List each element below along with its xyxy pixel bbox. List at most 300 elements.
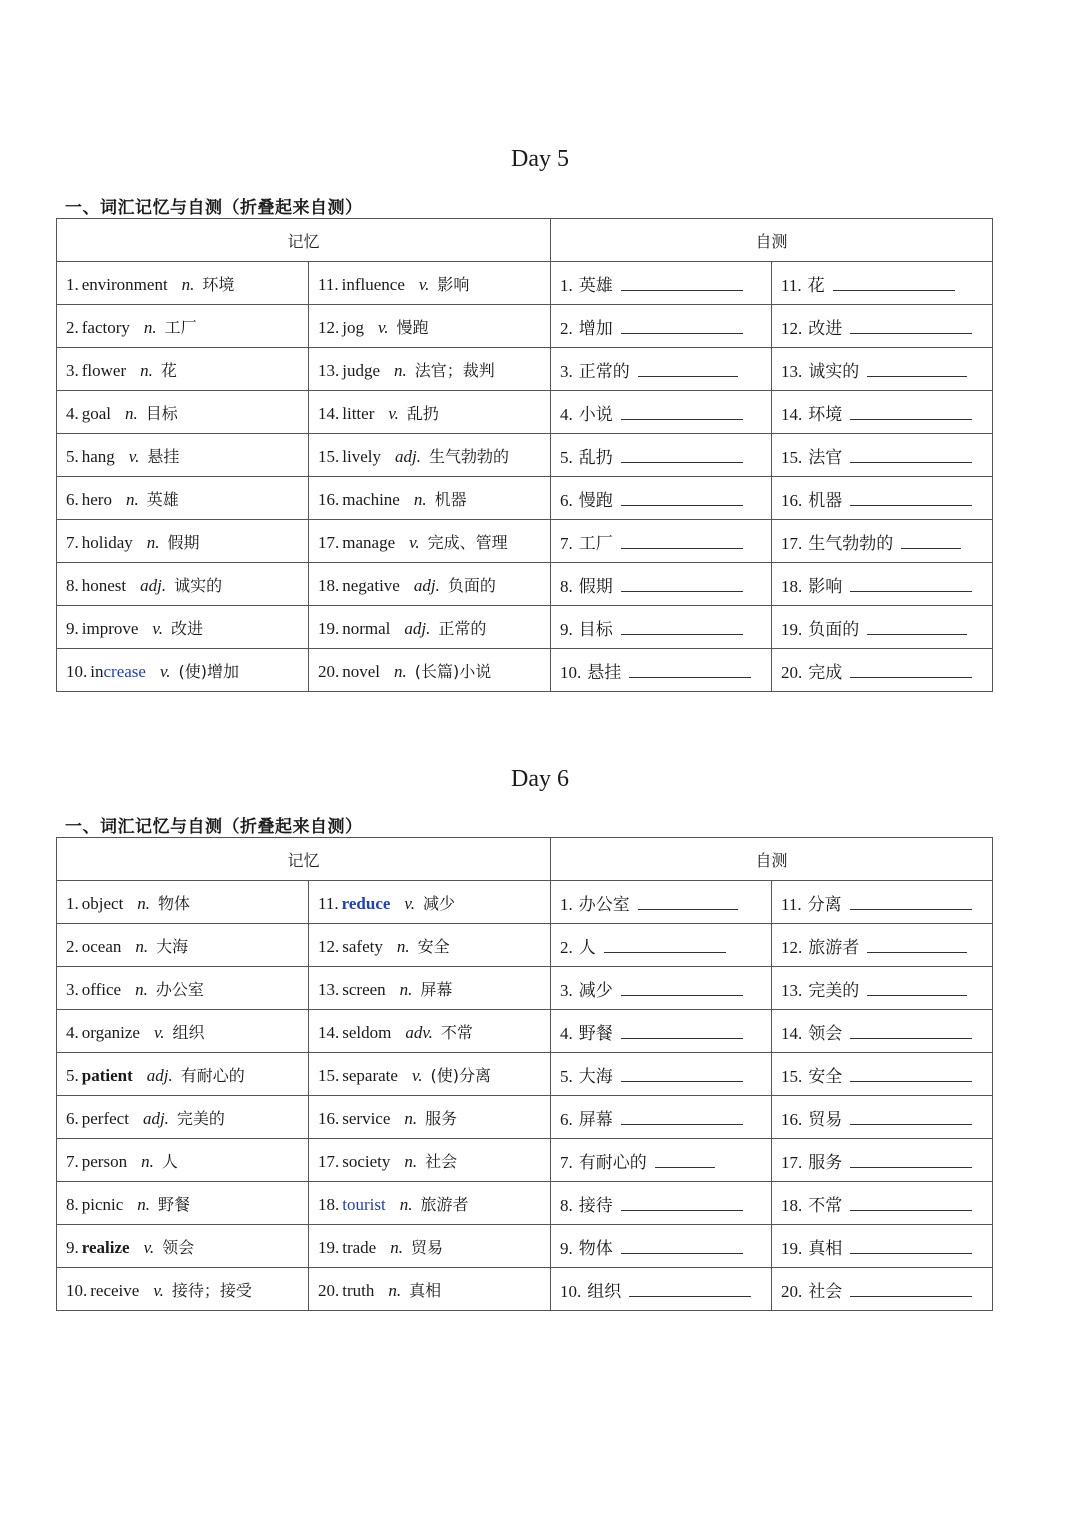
- answer-blank[interactable]: [621, 1067, 743, 1082]
- memory-cell: [309, 649, 551, 692]
- question-text: 贸易: [808, 1109, 843, 1130]
- memory-cell: [309, 1053, 551, 1096]
- answer-blank[interactable]: [621, 534, 743, 549]
- self-test-cell: [551, 1182, 772, 1225]
- answer-blank[interactable]: [850, 1110, 972, 1125]
- answer-blank[interactable]: [850, 1067, 972, 1082]
- memory-cell: [309, 606, 551, 649]
- chinese-meaning: 生气勃勃的: [428, 446, 509, 466]
- answer-blank[interactable]: [621, 276, 743, 291]
- question-text: 假期: [578, 576, 613, 597]
- question-text: 正常的: [578, 361, 630, 382]
- answer-blank[interactable]: [638, 895, 738, 910]
- answer-blank[interactable]: [850, 577, 972, 592]
- answer-blank[interactable]: [638, 362, 738, 377]
- memory-cell: [57, 477, 309, 520]
- chinese-meaning: 旅游者: [420, 1194, 469, 1214]
- memory-cell: [57, 606, 309, 649]
- question-text: 人: [578, 937, 596, 958]
- item-number: 7.: [66, 1151, 79, 1171]
- part-of-speech: n.: [146, 532, 160, 552]
- memory-cell: [57, 1096, 309, 1139]
- question-number: 10.: [560, 662, 582, 682]
- self-test-cell: [551, 1268, 772, 1311]
- item-number: 11.: [318, 274, 339, 294]
- word-prefix: in: [90, 661, 104, 681]
- self-test-cell: [772, 606, 993, 649]
- answer-blank[interactable]: [850, 1024, 972, 1039]
- self-test-cell: [772, 881, 993, 924]
- question-number: 2.: [560, 318, 573, 338]
- question-text: 社会: [808, 1281, 843, 1302]
- item-number: 18.: [318, 1194, 340, 1214]
- part-of-speech: v.: [159, 661, 171, 681]
- question-text: 环境: [808, 404, 843, 425]
- day-title: Day 6: [511, 766, 569, 792]
- answer-blank[interactable]: [621, 491, 743, 506]
- self-test-cell: [551, 1010, 772, 1053]
- self-test-cell: [551, 563, 772, 606]
- table-row: [57, 881, 993, 924]
- self-test-cell: [551, 924, 772, 967]
- part-of-speech: n.: [396, 936, 410, 956]
- section-title: 一、词汇记忆与自测（折叠起来自测）: [65, 817, 363, 837]
- question-text: 领会: [808, 1023, 843, 1044]
- self-test-cell: [551, 1053, 772, 1096]
- chinese-meaning: 接待；接受: [171, 1280, 252, 1300]
- question-text: 工厂: [578, 533, 613, 554]
- question-text: 完美的: [808, 980, 860, 1001]
- english-word: person: [81, 1151, 128, 1171]
- question-number: 1.: [560, 894, 573, 914]
- english-word: picnic: [81, 1194, 124, 1214]
- question-number: 4.: [560, 404, 573, 424]
- chinese-meaning: 安全: [417, 936, 450, 956]
- question-number: 18.: [781, 1195, 803, 1215]
- memory-cell: [57, 262, 309, 305]
- chinese-meaning: 工厂: [164, 317, 197, 337]
- chinese-meaning: 改进: [170, 618, 203, 638]
- answer-blank[interactable]: [867, 362, 967, 377]
- table-row: [57, 1225, 993, 1268]
- question-text: 增加: [578, 318, 613, 339]
- question-text: 接待: [578, 1195, 613, 1216]
- part-of-speech: adj.: [413, 575, 440, 595]
- part-of-speech: n.: [141, 1151, 154, 1171]
- question-number: 12.: [781, 937, 803, 957]
- english-word: separate: [342, 1065, 398, 1085]
- question-number: 1.: [560, 275, 573, 295]
- memory-cell: [57, 1053, 309, 1096]
- chinese-meaning: 屏幕: [420, 979, 453, 999]
- table-row: [57, 305, 993, 348]
- english-word: novel: [342, 661, 381, 681]
- table-row: [57, 520, 993, 563]
- english-word: factory: [81, 317, 130, 337]
- self-test-cell: [772, 348, 993, 391]
- part-of-speech: n.: [143, 317, 157, 337]
- question-text: 慢跑: [578, 490, 613, 511]
- part-of-speech: n.: [125, 403, 138, 423]
- question-text: 乱扔: [578, 447, 613, 468]
- question-text: 目标: [578, 619, 613, 640]
- memory-cell: [309, 881, 551, 924]
- question-number: 18.: [781, 576, 803, 596]
- english-word: machine: [342, 489, 400, 509]
- chinese-meaning: 完美的: [176, 1108, 225, 1128]
- self-test-cell: [551, 348, 772, 391]
- chinese-meaning: 不常: [440, 1022, 473, 1042]
- question-number: 19.: [781, 619, 803, 639]
- part-of-speech: n.: [394, 661, 407, 681]
- memory-cell: [57, 305, 309, 348]
- part-of-speech: v.: [388, 403, 399, 423]
- answer-blank[interactable]: [629, 1282, 751, 1297]
- answer-blank[interactable]: [833, 276, 955, 291]
- answer-blank[interactable]: [621, 319, 743, 334]
- part-of-speech: n.: [125, 489, 139, 509]
- english-word: reduce: [341, 893, 391, 913]
- memory-cell: [309, 520, 551, 563]
- self-test-cell: [772, 1268, 993, 1311]
- self-test-cell: [551, 881, 772, 924]
- question-text: 办公室: [578, 894, 630, 915]
- table-header-row: [57, 838, 993, 881]
- question-number: 17.: [781, 533, 803, 553]
- question-text: 旅游者: [808, 937, 860, 958]
- item-number: 12.: [318, 936, 340, 956]
- chinese-meaning: 办公室: [155, 979, 204, 999]
- chinese-meaning: 正常的: [438, 618, 487, 638]
- item-number: 1.: [66, 274, 79, 294]
- memory-cell: [309, 434, 551, 477]
- self-test-cell: [551, 434, 772, 477]
- english-word: manage: [342, 532, 396, 552]
- part-of-speech: n.: [135, 979, 148, 999]
- item-number: 5.: [66, 1065, 79, 1085]
- memory-cell: [57, 649, 309, 692]
- part-of-speech: adv.: [405, 1022, 433, 1042]
- answer-blank[interactable]: [621, 1110, 743, 1125]
- item-number: 20.: [318, 661, 340, 681]
- answer-blank[interactable]: [850, 319, 972, 334]
- question-text: 真相: [808, 1238, 843, 1259]
- chinese-meaning: 环境: [202, 274, 235, 294]
- question-text: 机器: [808, 490, 843, 511]
- question-text: 组织: [587, 1281, 622, 1302]
- memory-cell: [57, 1010, 309, 1053]
- memory-cell: [57, 967, 309, 1010]
- chinese-meaning: 服务: [425, 1108, 458, 1128]
- item-number: 2.: [66, 317, 79, 337]
- question-text: 大海: [578, 1066, 613, 1087]
- self-test-cell: [772, 520, 993, 563]
- question-number: 5.: [560, 447, 573, 467]
- memory-cell: [309, 1010, 551, 1053]
- memory-cell: [309, 348, 551, 391]
- answer-blank[interactable]: [621, 620, 743, 635]
- table-row: [57, 262, 993, 305]
- item-number: 11.: [318, 893, 339, 913]
- part-of-speech: n.: [390, 1237, 403, 1257]
- english-word: seldom: [342, 1022, 392, 1042]
- english-word: lively: [342, 446, 381, 466]
- question-number: 7.: [560, 533, 573, 553]
- english-word: object: [81, 893, 124, 913]
- part-of-speech: n.: [137, 1194, 151, 1214]
- chinese-meaning: 真相: [409, 1280, 442, 1300]
- table-row: [57, 391, 993, 434]
- part-of-speech: n.: [388, 1280, 402, 1300]
- english-word: negative: [342, 575, 400, 595]
- item-number: 17.: [318, 1151, 340, 1171]
- english-word: hero: [81, 489, 112, 509]
- english-word: service: [342, 1108, 391, 1128]
- english-word: improve: [81, 618, 139, 638]
- answer-blank[interactable]: [850, 663, 972, 678]
- question-number: 8.: [560, 576, 573, 596]
- day-title: Day 5: [511, 146, 569, 172]
- question-text: 负面的: [808, 619, 860, 640]
- chinese-meaning: (长篇)小说: [414, 661, 492, 681]
- english-word: receive: [90, 1280, 140, 1300]
- answer-blank[interactable]: [850, 448, 972, 463]
- question-text: 安全: [808, 1066, 843, 1087]
- item-number: 8.: [66, 1194, 79, 1214]
- question-text: 悬挂: [587, 662, 622, 683]
- question-text: 英雄: [578, 275, 613, 296]
- question-number: 8.: [560, 1195, 573, 1215]
- answer-blank[interactable]: [850, 1153, 972, 1168]
- english-word: truth: [342, 1280, 375, 1300]
- question-text: 生气勃勃的: [808, 533, 894, 554]
- question-number: 11.: [781, 894, 802, 914]
- item-number: 15.: [318, 1065, 340, 1085]
- answer-blank[interactable]: [867, 981, 967, 996]
- self-test-cell: [551, 1139, 772, 1182]
- part-of-speech: v.: [128, 446, 140, 466]
- question-text: 分离: [807, 894, 842, 915]
- item-number: 13.: [318, 360, 340, 380]
- english-word: judge: [342, 360, 381, 380]
- answer-blank[interactable]: [621, 1196, 743, 1211]
- question-text: 小说: [578, 404, 613, 425]
- self-test-cell: [772, 1096, 993, 1139]
- answer-blank[interactable]: [604, 938, 726, 953]
- chinese-meaning: 人: [161, 1151, 178, 1171]
- memory-cell: [57, 1139, 309, 1182]
- english-word: organize: [81, 1022, 140, 1042]
- part-of-speech: n.: [181, 274, 195, 294]
- answer-blank[interactable]: [621, 448, 743, 463]
- answer-blank[interactable]: [850, 405, 972, 420]
- english-word: office: [81, 979, 122, 999]
- question-text: 有耐心的: [578, 1152, 647, 1173]
- question-text: 屏幕: [578, 1109, 613, 1130]
- chinese-meaning: 英雄: [146, 489, 179, 509]
- memory-cell: [309, 1139, 551, 1182]
- self-test-cell: [772, 1225, 993, 1268]
- question-text: 法官: [808, 447, 843, 468]
- part-of-speech: adj.: [140, 575, 167, 595]
- answer-blank[interactable]: [850, 895, 972, 910]
- chinese-meaning: 大海: [156, 936, 189, 956]
- self-test-cell: [772, 1182, 993, 1225]
- question-number: 6.: [560, 490, 573, 510]
- part-of-speech: v.: [418, 274, 430, 294]
- table-row: [57, 563, 993, 606]
- part-of-speech: n.: [399, 1194, 413, 1214]
- memory-cell: [57, 391, 309, 434]
- table-row: [57, 924, 993, 967]
- answer-blank[interactable]: [901, 534, 961, 549]
- chinese-meaning: 假期: [167, 532, 200, 552]
- part-of-speech: v.: [404, 893, 415, 913]
- english-word: environment: [81, 274, 168, 294]
- item-number: 5.: [66, 446, 79, 466]
- question-number: 4.: [560, 1023, 573, 1043]
- part-of-speech: v.: [153, 1022, 165, 1042]
- item-number: 19.: [318, 618, 340, 638]
- self-test-cell: [772, 649, 993, 692]
- question-number: 19.: [781, 1238, 803, 1258]
- chinese-meaning: 慢跑: [396, 317, 429, 337]
- memory-cell: [309, 1096, 551, 1139]
- memory-cell: [309, 924, 551, 967]
- answer-blank[interactable]: [867, 938, 967, 953]
- item-number: 10.: [66, 661, 88, 681]
- chinese-meaning: 物体: [158, 893, 191, 913]
- header-memory: 记忆: [57, 838, 551, 881]
- item-number: 3.: [66, 979, 79, 999]
- question-text: 物体: [578, 1238, 613, 1259]
- chinese-meaning: (使)增加: [178, 661, 239, 681]
- table-row: [57, 649, 993, 692]
- answer-blank[interactable]: [629, 663, 751, 678]
- item-number: 6.: [66, 489, 79, 509]
- item-number: 9.: [66, 1237, 79, 1257]
- table-row: [57, 1182, 993, 1225]
- english-word: jog: [342, 317, 364, 337]
- question-text: 花: [807, 275, 825, 296]
- answer-blank[interactable]: [850, 1282, 972, 1297]
- memory-cell: [57, 1268, 309, 1311]
- part-of-speech: n.: [404, 1151, 418, 1171]
- question-number: 16.: [781, 490, 803, 510]
- self-test-cell: [772, 967, 993, 1010]
- part-of-speech: adj.: [142, 1108, 169, 1128]
- english-word: hang: [81, 446, 115, 466]
- question-number: 15.: [781, 1066, 803, 1086]
- english-word: honest: [81, 575, 127, 595]
- item-number: 14.: [318, 403, 340, 423]
- question-text: 改进: [808, 318, 843, 339]
- self-test-cell: [772, 391, 993, 434]
- question-number: 20.: [781, 1281, 803, 1301]
- item-number: 3.: [66, 360, 79, 380]
- chinese-meaning: 诚实的: [174, 575, 223, 595]
- chinese-meaning: 花: [160, 360, 177, 380]
- item-number: 14.: [318, 1022, 340, 1042]
- chinese-meaning: 野餐: [158, 1194, 191, 1214]
- answer-blank[interactable]: [850, 1239, 972, 1254]
- self-test-cell: [551, 391, 772, 434]
- part-of-speech: n.: [137, 893, 151, 913]
- memory-cell: [309, 967, 551, 1010]
- english-word: ocean: [81, 936, 122, 956]
- item-number: 4.: [66, 1022, 79, 1042]
- question-text: 减少: [578, 980, 613, 1001]
- part-of-speech: adj.: [394, 446, 421, 466]
- chinese-meaning: 领会: [162, 1237, 195, 1257]
- item-number: 16.: [318, 489, 340, 509]
- question-text: 诚实的: [808, 361, 860, 382]
- english-word: trade: [342, 1237, 377, 1257]
- question-number: 3.: [560, 361, 573, 381]
- answer-blank[interactable]: [655, 1153, 715, 1168]
- self-test-cell: [551, 477, 772, 520]
- memory-cell: [309, 477, 551, 520]
- answer-blank[interactable]: [621, 577, 743, 592]
- header-test: 自测: [551, 219, 993, 262]
- table-row: [57, 606, 993, 649]
- table-row: [57, 1139, 993, 1182]
- item-number: 10.: [66, 1280, 88, 1300]
- english-word: patient: [81, 1065, 133, 1085]
- answer-blank[interactable]: [850, 491, 972, 506]
- vocab-table-day6: [56, 837, 993, 1311]
- answer-blank[interactable]: [867, 620, 967, 635]
- answer-blank[interactable]: [621, 405, 743, 420]
- english-word: holiday: [81, 532, 133, 552]
- question-number: 9.: [560, 619, 573, 639]
- question-number: 2.: [560, 937, 573, 957]
- memory-cell: [309, 262, 551, 305]
- answer-blank[interactable]: [621, 1239, 743, 1254]
- question-text: 野餐: [578, 1023, 613, 1044]
- table-row: [57, 1053, 993, 1096]
- part-of-speech: n.: [404, 1108, 418, 1128]
- question-text: 完成: [808, 662, 843, 683]
- chinese-meaning: 机器: [434, 489, 467, 509]
- answer-blank[interactable]: [621, 1024, 743, 1039]
- item-number: 8.: [66, 575, 79, 595]
- item-number: 13.: [318, 979, 340, 999]
- part-of-speech: n.: [399, 979, 413, 999]
- question-text: 影响: [808, 576, 843, 597]
- question-number: 20.: [781, 662, 803, 682]
- english-word: realize: [81, 1237, 130, 1257]
- question-number: 14.: [781, 404, 803, 424]
- answer-blank[interactable]: [621, 981, 743, 996]
- self-test-cell: [551, 967, 772, 1010]
- chinese-meaning: 减少: [422, 893, 455, 913]
- memory-cell: [57, 348, 309, 391]
- answer-blank[interactable]: [850, 1196, 972, 1211]
- item-number: 18.: [318, 575, 340, 595]
- memory-cell: [309, 563, 551, 606]
- self-test-cell: [551, 649, 772, 692]
- question-number: 16.: [781, 1109, 803, 1129]
- item-number: 20.: [318, 1280, 340, 1300]
- question-number: 15.: [781, 447, 803, 467]
- self-test-cell: [551, 520, 772, 563]
- english-word: goal: [81, 403, 112, 423]
- question-number: 13.: [781, 980, 803, 1000]
- part-of-speech: n.: [394, 360, 407, 380]
- question-number: 3.: [560, 980, 573, 1000]
- item-number: 15.: [318, 446, 340, 466]
